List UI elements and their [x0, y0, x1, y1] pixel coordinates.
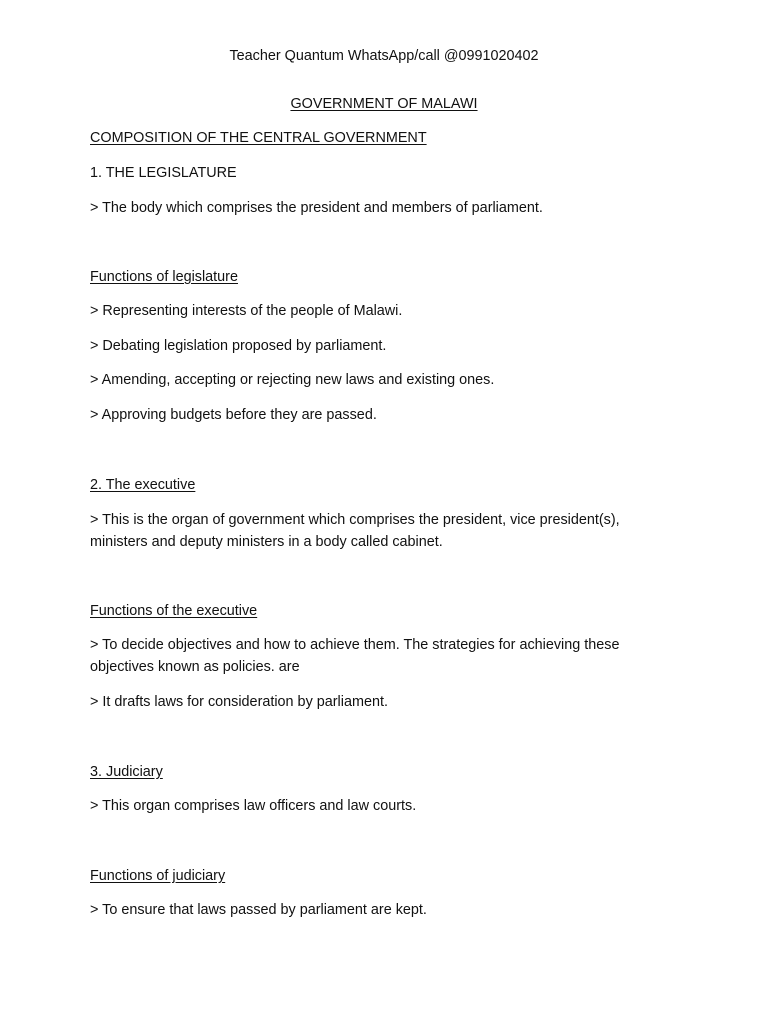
document-title	[0, 95, 768, 113]
list-item: > Amending, accepting or rejecting new laws and existing ones.	[90, 372, 495, 388]
legislature-definition: > The body which comprises the president and members of parliament.	[90, 200, 543, 216]
executive-functions-heading: Functions of the executive	[90, 603, 258, 619]
executive-function2: > It drafts laws for consideration by parliament.	[90, 694, 388, 710]
executive-function1-line1: > To decide objectives and how to achieve them. The strategies for achieving these	[90, 637, 620, 653]
legislature-heading: 1. THE LEGISLATURE	[90, 165, 237, 181]
list-item: > Debating legislation proposed by parliament.	[90, 338, 387, 354]
section-subtitle: COMPOSITION OF THE CENTRAL GOVERNMENT	[90, 130, 427, 146]
list-item: > To ensure that laws passed by parliament are kept.	[90, 902, 427, 918]
document-title-text: GOVERNMENT OF MALAWI	[290, 96, 478, 112]
judiciary-heading: 3. Judiciary	[90, 764, 163, 780]
list-item: > Approving budgets before they are passed.	[90, 407, 377, 423]
executive-function1-line2: objectives known as policies. are	[90, 659, 300, 675]
list-item: > Representing interests of the people of Malawi.	[90, 303, 403, 319]
legislature-functions-heading: Functions of legislature	[90, 269, 238, 285]
judiciary-functions-heading: Functions of judiciary	[90, 868, 226, 884]
executive-definition-line2: ministers and deputy ministers in a body called cabinet.	[90, 534, 443, 550]
executive-definition-line1: > This is the organ of government which comprises the president, vice president(s),	[90, 512, 620, 528]
executive-heading: 2. The executive	[90, 477, 196, 493]
page-header: Teacher Quantum WhatsApp/call @0991020402	[229, 48, 539, 64]
judiciary-definition: > This organ comprises law officers and law courts.	[90, 798, 417, 814]
